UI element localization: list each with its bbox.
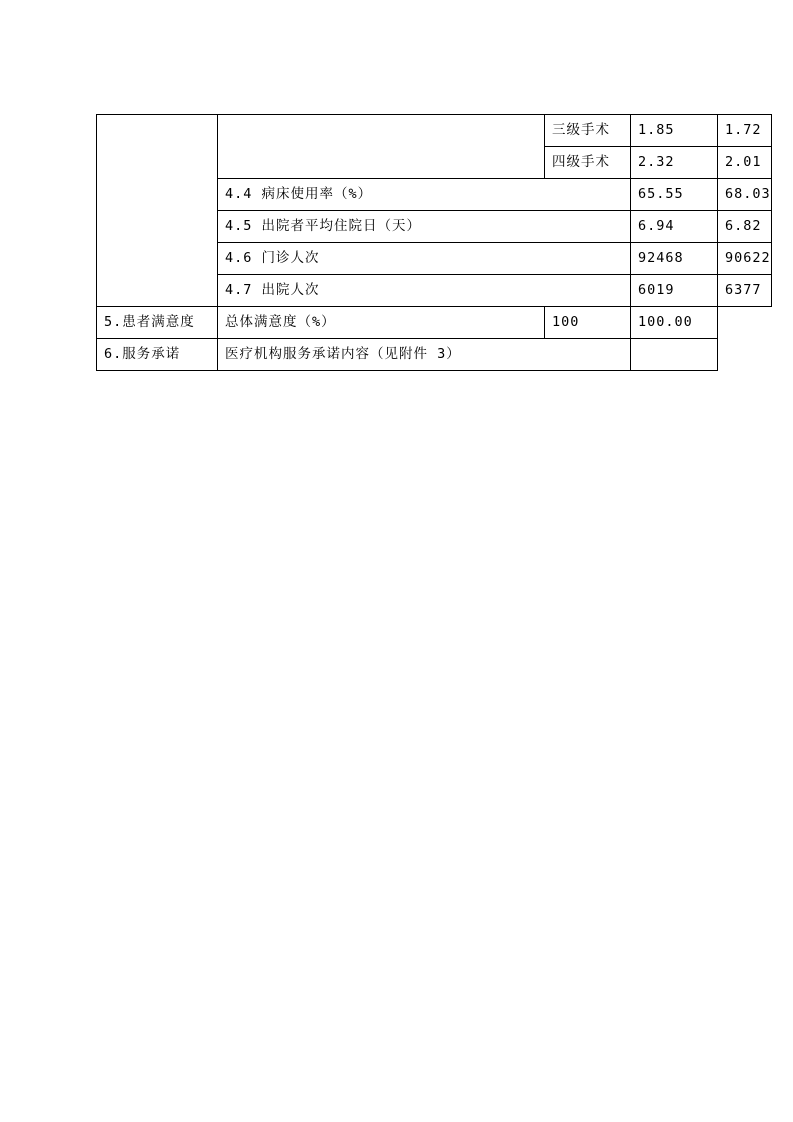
value-cell: 6.82	[718, 211, 772, 243]
surgery-group-cell-empty	[218, 115, 545, 179]
table-row	[97, 115, 772, 147]
value-cell: 1.72	[718, 115, 772, 147]
indicator-label: 4.6 门诊人次	[218, 243, 631, 275]
value-cell: 6.94	[631, 211, 718, 243]
commitment-content: 医疗机构服务承诺内容（见附件 3）	[218, 339, 631, 371]
surgery-level-label: 四级手术	[545, 147, 631, 179]
category-label: 6.服务承诺	[97, 339, 218, 371]
indicator-label: 总体满意度（%）	[218, 307, 545, 339]
value-cell: 65.55	[631, 179, 718, 211]
surgery-level-label: 三级手术	[545, 115, 631, 147]
indicator-label: 4.4 病床使用率（%）	[218, 179, 631, 211]
indicator-label: 4.5 出院者平均住院日（天）	[218, 211, 631, 243]
indicator-table	[96, 114, 772, 371]
category-label: 5.患者满意度	[97, 307, 218, 339]
value-cell: 100	[545, 307, 631, 339]
table-row	[97, 307, 772, 339]
value-cell: 1.85	[631, 115, 718, 147]
value-cell: 2.01	[718, 147, 772, 179]
category-cell-empty	[97, 115, 218, 307]
table-row	[97, 339, 772, 371]
value-cell: 68.03	[718, 179, 772, 211]
value-cell: 100.00	[631, 307, 718, 339]
value-cell: 90622	[718, 243, 772, 275]
value-cell: 2.32	[631, 147, 718, 179]
value-cell: 92468	[631, 243, 718, 275]
value-cell: 6019	[631, 275, 718, 307]
indicator-label: 4.7 出院人次	[218, 275, 631, 307]
value-cell-empty	[631, 339, 718, 371]
value-cell: 6377	[718, 275, 772, 307]
